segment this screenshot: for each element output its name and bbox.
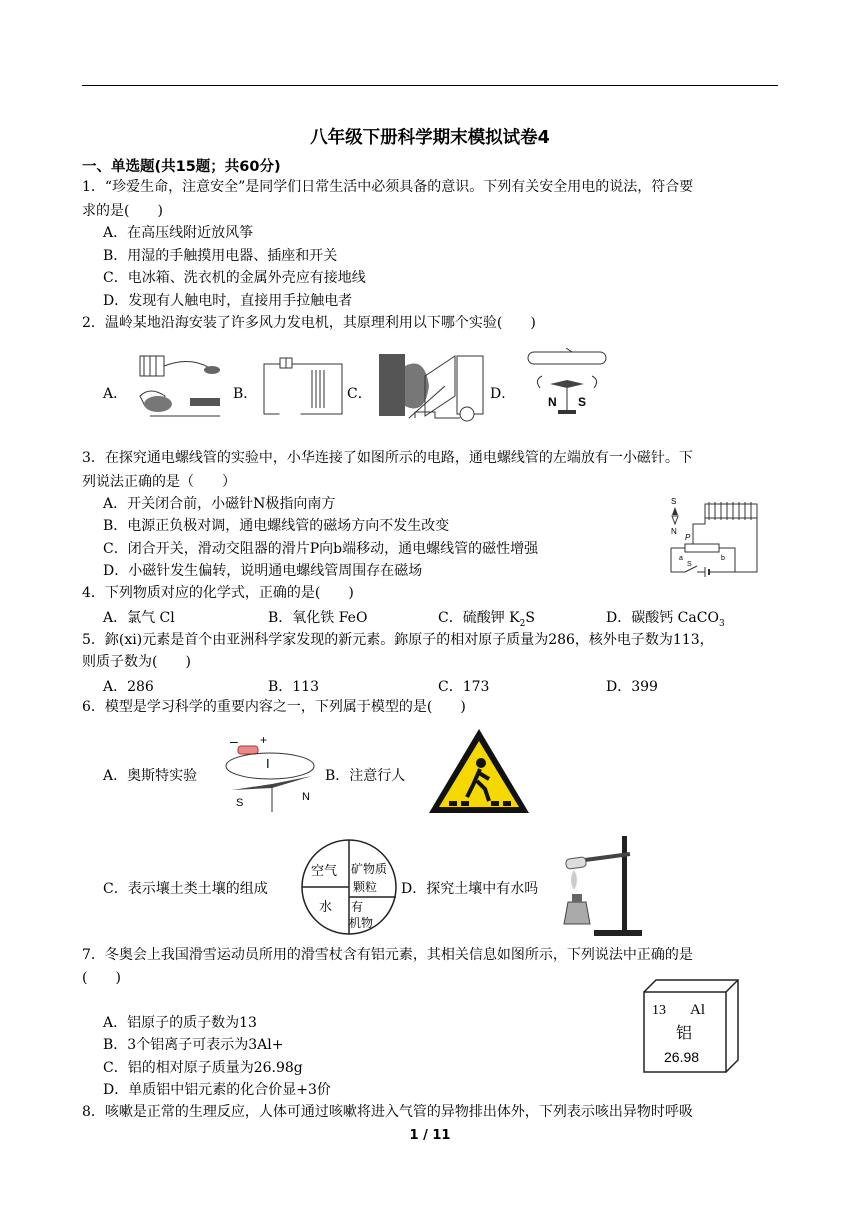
header-rule	[82, 85, 778, 86]
q2-option-b: B．	[233, 386, 258, 402]
q6-oersted-figure	[212, 728, 322, 814]
q6-fig-n: N	[302, 791, 310, 803]
q4-d-subscript: 3	[718, 618, 725, 629]
q3-stem-line2: 列说法正确的是（ ）	[82, 474, 236, 490]
q5-stem-line2: 则质子数为( )	[82, 654, 191, 670]
q7-option-c: C．铝的相对原子质量为26.98g	[103, 1060, 303, 1076]
q6-soil-pie	[297, 837, 401, 937]
q6-option-b: B．注意行人	[325, 768, 406, 784]
q7-option-b: B．3个铝离子可表示为3Al+	[103, 1037, 284, 1053]
q3-fig-a-label: a	[679, 555, 683, 562]
q6-pedestrian-sign	[425, 725, 533, 817]
q6-fig-minus: –	[230, 733, 238, 749]
q4-c-text-tail: S	[525, 610, 535, 626]
q4-stem: 4．下列物质对应的化学式，正确的是( )	[82, 585, 354, 601]
q5-option-c: C．173	[438, 679, 490, 695]
q2-option-a: A．	[103, 386, 128, 402]
q4-c-text: C．硫酸钾 K	[438, 610, 520, 626]
q6-option-c: C．表示壤土类土壤的组成	[103, 881, 268, 897]
q4-c-subscript: 2	[519, 618, 526, 629]
q5-option-b: B．113	[268, 679, 320, 695]
q8-stem-line1: 8．咳嗽是正常的生理反应，人体可通过咳嗽将进入气管的异物排出体外，下列表示咳出异物时呼吸	[82, 1104, 693, 1120]
pie-label-air: 空气	[311, 864, 338, 879]
q7-option-a: A．铝原子的质子数为13	[103, 1015, 257, 1031]
pie-label-mineral: 矿物质	[351, 862, 388, 876]
q6-test-tube-figure	[560, 832, 650, 938]
q6-fig-plus: +	[260, 733, 268, 747]
pie-label-organic-1: 有	[351, 900, 364, 914]
q3-option-a: A．开关闭合前，小磁针N极指向南方	[103, 496, 336, 512]
q5-stem-line1: 5．鉨(xi)元素是首个由亚洲科学家发现的新元素。鉨原子的相对原子质量为286，核外电子数为113，	[82, 632, 714, 648]
q7-element-card	[640, 978, 742, 1076]
element-name: 铝	[676, 1023, 693, 1042]
q2-figure-b	[258, 356, 348, 418]
element-mass: 26.98	[664, 1049, 700, 1065]
q2-option-d: D．	[490, 386, 516, 402]
q3-stem-line1: 3．在探究通电螺线管的实验中，小华连接了如图所示的电路，通电螺线管的左端放有一小磁针。下	[82, 450, 693, 466]
q5-option-a: A．286	[103, 679, 154, 695]
q3-fig-switch-label: S	[687, 561, 692, 568]
q7-option-d: D．单质铝中铝元素的化合价显+3价	[103, 1082, 331, 1098]
page-number: 1 / 11	[409, 1128, 451, 1143]
q4-option-c	[438, 607, 535, 629]
q3-fig-b-label: b	[721, 555, 725, 562]
q1-stem-line1: 1．“珍爱生命，注意安全”是同学们日常生活中必须具备的意识。下列有关安全用电的说法，符合要	[82, 179, 694, 195]
q1-option-d: D．发现有人触电时，直接用手拉触电者	[103, 293, 353, 309]
q6-option-d: D．探究土壤中有水吗	[401, 881, 539, 897]
q1-option-a: A．在高压线附近放风筝	[103, 225, 254, 241]
q7-stem-line1: 7．冬奥会上我国滑雪运动员所用的滑雪杖含有铝元素，其相关信息如图所示，下列说法中正确的是	[82, 947, 693, 963]
q3-fig-n-label: N	[671, 527, 677, 536]
q1-option-c: C．电冰箱、洗衣机的金属外壳应有接地线	[103, 270, 366, 286]
q3-fig-p-label: P	[685, 533, 691, 542]
q2-stem: 2．温岭某地沿海安装了许多风力发电机，其原理利用以下哪个实验( )	[82, 315, 536, 331]
q6-stem: 6．模型是学习科学的重要内容之一，下列属于模型的是( )	[82, 699, 466, 715]
q4-d-text: D．碳酸钙 CaCO	[606, 610, 719, 626]
q2-option-c: C．	[347, 386, 372, 402]
q2-fig-s-label: S	[578, 395, 587, 409]
q2-figure-a	[130, 346, 230, 426]
q2-fig-n-label: N	[548, 395, 557, 409]
q6-option-a: A．奥斯特实验	[103, 768, 198, 784]
q2-figure-d	[520, 348, 615, 420]
pie-label-water: 水	[319, 900, 333, 915]
q1-stem-line2: 求的是( )	[82, 203, 163, 219]
q3-option-b: B．电源正负极对调，通电螺线管的磁场方向不发生改变	[103, 518, 450, 534]
pie-label-particles: 颗粒	[353, 880, 378, 894]
q3-fig-s-label: S	[671, 497, 677, 506]
q5-option-d: D．399	[606, 679, 658, 695]
element-symbol: Al	[690, 1002, 705, 1018]
q3-option-d: D．小磁针发生偏转，说明通电螺线管周围存在磁场	[103, 563, 423, 579]
q1-option-b: B．用湿的手触摸用电器、插座和开关	[103, 248, 338, 264]
q4-option-a: A．氯气 Cl	[103, 610, 175, 626]
q6-fig-s: S	[236, 797, 244, 809]
q7-stem-line2: ( )	[82, 970, 121, 986]
element-number: 13	[652, 1003, 666, 1018]
q4-option-d	[606, 607, 725, 629]
page-title: 八年级下册科学期末模拟试卷4	[310, 128, 550, 148]
section-heading: 一、单选题(共15题；共60分)	[82, 159, 281, 175]
q3-circuit-figure	[665, 494, 765, 578]
q3-option-c: C．闭合开关，滑动交阻器的滑片P向b端移动，通电螺线管的磁性增强	[103, 541, 539, 557]
q2-figure-c	[375, 346, 490, 426]
pie-label-organic-2: 机物	[349, 916, 374, 930]
q6-fig-i: I	[266, 756, 270, 771]
q4-option-b: B．氧化铁 FeO	[268, 610, 368, 626]
